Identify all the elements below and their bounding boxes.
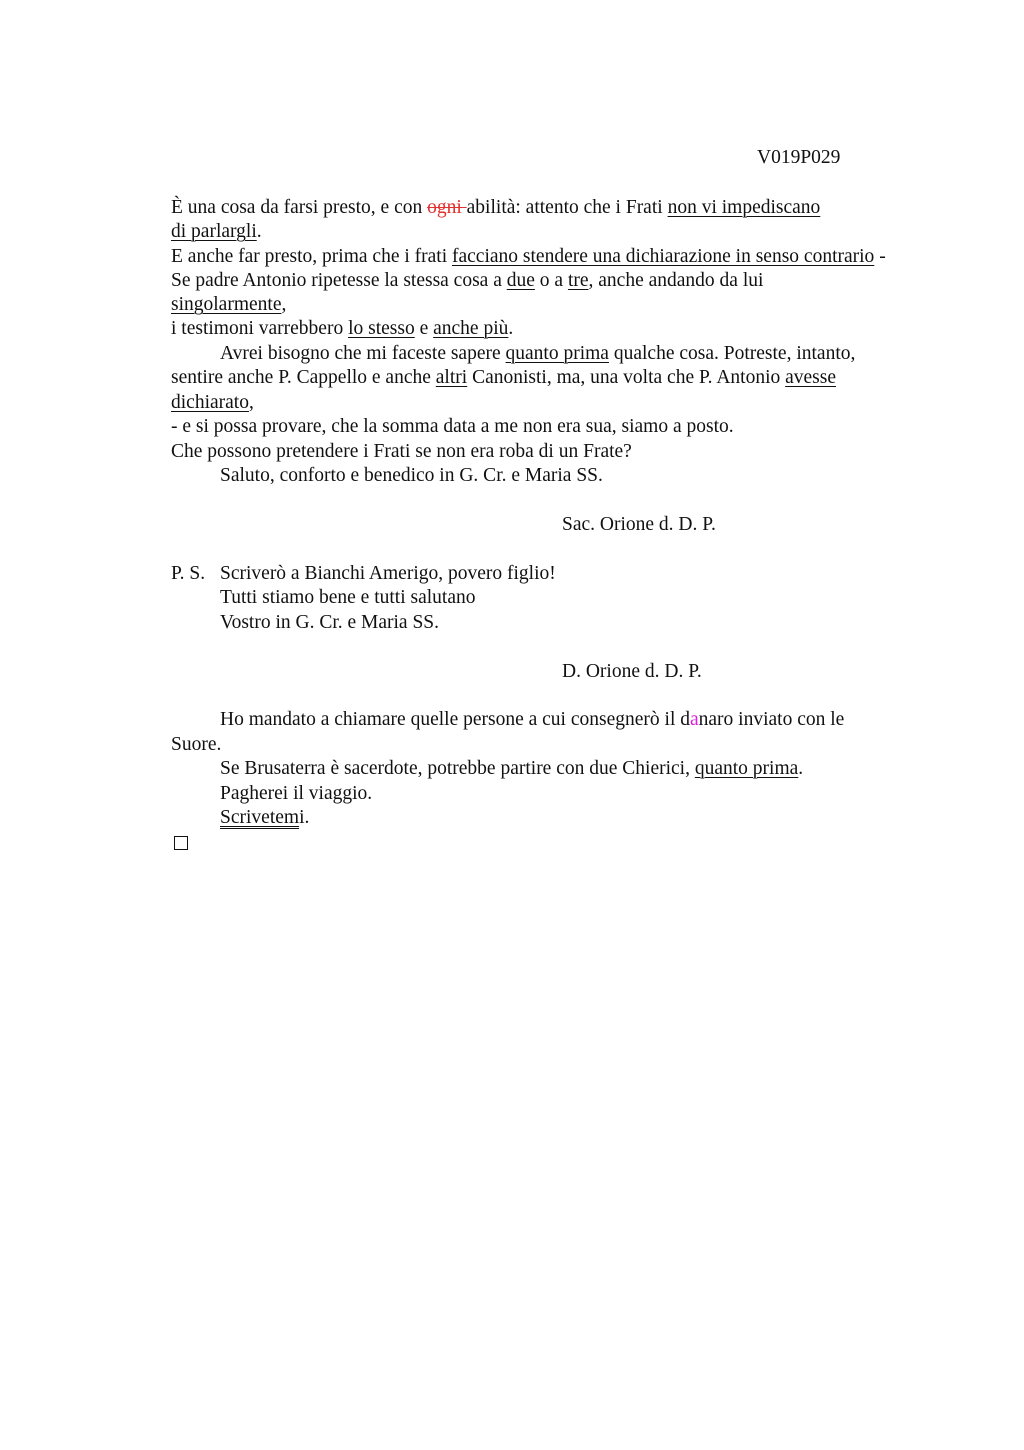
paragraph-line-3 <box>171 245 886 269</box>
text-run: . <box>256 221 262 242</box>
underlined-text: quanto prima <box>694 758 799 779</box>
paragraph-line-1 <box>171 196 820 220</box>
text-run: i testimoni varrebbero <box>171 318 349 339</box>
underlined-text: anche più <box>433 318 509 339</box>
text-run: abilità: attento che i Frati <box>466 197 668 218</box>
postscript-line-2: Tutti stiamo bene e tutti salutano <box>220 587 476 608</box>
underlined-text: facciano stendere una dichiarazione in senso contrario <box>452 246 875 267</box>
underlined-text: avesse <box>785 367 837 388</box>
deleted-text: ogni <box>427 197 467 218</box>
postscript-line-1: Scriverò a Bianchi Amerigo, povero figlio! <box>220 563 556 584</box>
postscript-label: P. S. <box>171 563 206 584</box>
paragraph-line-9 <box>171 391 254 415</box>
underlined-text: dichiarato <box>171 392 249 413</box>
end-marker-box-icon <box>174 836 188 850</box>
paragraph-line-15 <box>220 757 803 781</box>
underlined-text: non vi impediscano <box>667 197 821 218</box>
text-run: Ho mandato a chiamare quelle persone a cui consegnerò il d <box>220 709 690 730</box>
postscript-line-3: Vostro in G. Cr. e Maria SS. <box>220 612 440 633</box>
text-run: naro inviato con le <box>698 709 845 730</box>
text-run: Avrei bisogno che mi faceste sapere <box>220 343 506 364</box>
paragraph-line-10: - e si possa provare, che la somma data a me non era sua, siamo a posto. <box>171 416 734 437</box>
text-run: e <box>414 318 434 339</box>
paragraph-line-6 <box>171 317 513 341</box>
text-run: . <box>508 318 514 339</box>
text-run: - <box>874 246 886 267</box>
paragraph-line-13 <box>220 708 844 732</box>
underlined-text: due <box>506 270 535 291</box>
text-run: Se padre Antonio ripetesse la stessa cosa a <box>171 270 507 291</box>
signature-sac-orione: Sac. Orione d. D. P. <box>562 514 716 535</box>
text-run: qualche cosa. Potreste, intanto, <box>608 343 856 364</box>
underlined-text: tre <box>567 270 589 291</box>
text-run: È una cosa da farsi presto, e con <box>171 197 428 218</box>
text-run: , <box>281 294 287 315</box>
text-run: sentire anche P. Cappello e anche <box>171 367 436 388</box>
paragraph-line-2 <box>171 220 262 244</box>
underlined-text: altri <box>435 367 468 388</box>
text-run: E anche far presto, prima che i frati <box>171 246 452 267</box>
text-run: Se Brusaterra è sacerdote, potrebbe partire con due Chierici, <box>220 758 695 779</box>
inserted-text: a <box>689 709 699 730</box>
paragraph-line-17 <box>220 806 309 830</box>
double-underlined-text: Scrivetem <box>220 807 300 828</box>
underlined-text: quanto prima <box>505 343 609 364</box>
paragraph-line-16: Pagherei il viaggio. <box>220 783 373 804</box>
paragraph-line-8 <box>171 366 836 390</box>
text-run: Canonisti, ma, una volta che P. Antonio <box>467 367 786 388</box>
paragraph-line-4 <box>171 269 763 293</box>
text-run: , anche andando da lui <box>588 270 764 291</box>
text-run: , <box>248 392 254 413</box>
paragraph-line-5 <box>171 293 286 317</box>
paragraph-line-11: Che possono pretendere i Frati se non era roba di un Frate? <box>171 441 632 462</box>
text-run: . <box>798 758 804 779</box>
underlined-text: singolarmente <box>171 294 282 315</box>
closing-greeting: Saluto, conforto e benedico in G. Cr. e Maria SS. <box>220 465 603 486</box>
signature-d-orione: D. Orione d. D. P. <box>562 661 702 682</box>
paragraph-line-14: Suore. <box>171 734 222 755</box>
paragraph-line-7 <box>220 342 855 366</box>
text-run: i. <box>299 807 310 828</box>
underlined-text: di parlargli <box>171 221 257 242</box>
text-run: o a <box>534 270 568 291</box>
document-id: V019P029 <box>757 147 841 168</box>
underlined-text: lo stesso <box>348 318 415 339</box>
